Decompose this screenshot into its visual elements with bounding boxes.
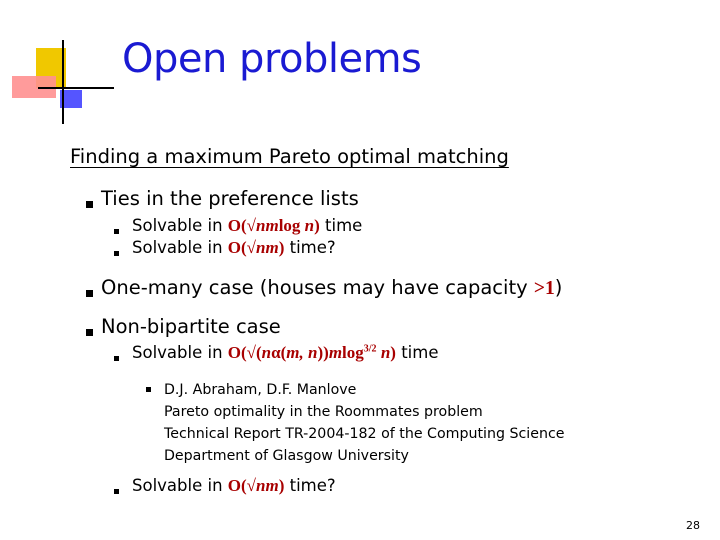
bullet-text: Solvable in [132,238,228,257]
reference-department: Department of Glasgow University [164,448,409,464]
bullet-marker [146,387,151,392]
bullet-ties: Ties in the preference lists [101,187,359,210]
complexity-formula: O(√nm) [227,476,285,495]
bullet-text-suffix: ) [554,276,563,299]
bullet-nonbip-sub1 [132,343,438,363]
slide-title: Open problems [122,36,422,82]
bullet-text: Solvable in [132,343,228,362]
reference-title: Pareto optimality in the Roommates problem [164,404,483,420]
page-number: 28 [686,519,700,532]
bullet-marker [86,329,93,336]
section-heading: Finding a maximum Pareto optimal matching [70,145,509,168]
bullet-marker [86,201,93,208]
bullet-marker [114,229,119,234]
logo-squares [0,0,120,130]
bullet-text-suffix: time? [284,238,336,257]
bullet-text-suffix: time [319,216,363,235]
bullet-ties-sub2 [132,238,336,258]
reference-report: Technical Report TR-2004-182 of the Computing Science [164,426,565,442]
bullet-text: One-many case (houses may have capacity [101,276,534,299]
capacity-value: >1 [533,278,555,299]
complexity-formula: O(√(nα(m, n))mlog$^{3/2}$ n) [227,343,396,362]
bullet-text-suffix: time [395,343,439,362]
complexity-formula: O(√nmlog n) [227,216,320,235]
reference-authors: D.J. Abraham, D.F. Manlove [164,382,357,398]
bullet-non-bipartite: Non-bipartite case [101,315,281,338]
bullet-ties-sub1 [132,216,362,236]
bullet-marker [114,489,119,494]
reference-block [164,379,564,467]
bullet-text: Solvable in [132,216,228,235]
bullet-marker [114,356,119,361]
bullet-one-many [101,276,562,300]
bullet-text: Solvable in [132,476,228,495]
bullet-nonbip-sub2 [132,476,336,496]
bullet-marker [114,251,119,256]
complexity-formula: O(√nm) [227,238,285,257]
bullet-marker [86,290,93,297]
bullet-text-suffix: time? [284,476,336,495]
